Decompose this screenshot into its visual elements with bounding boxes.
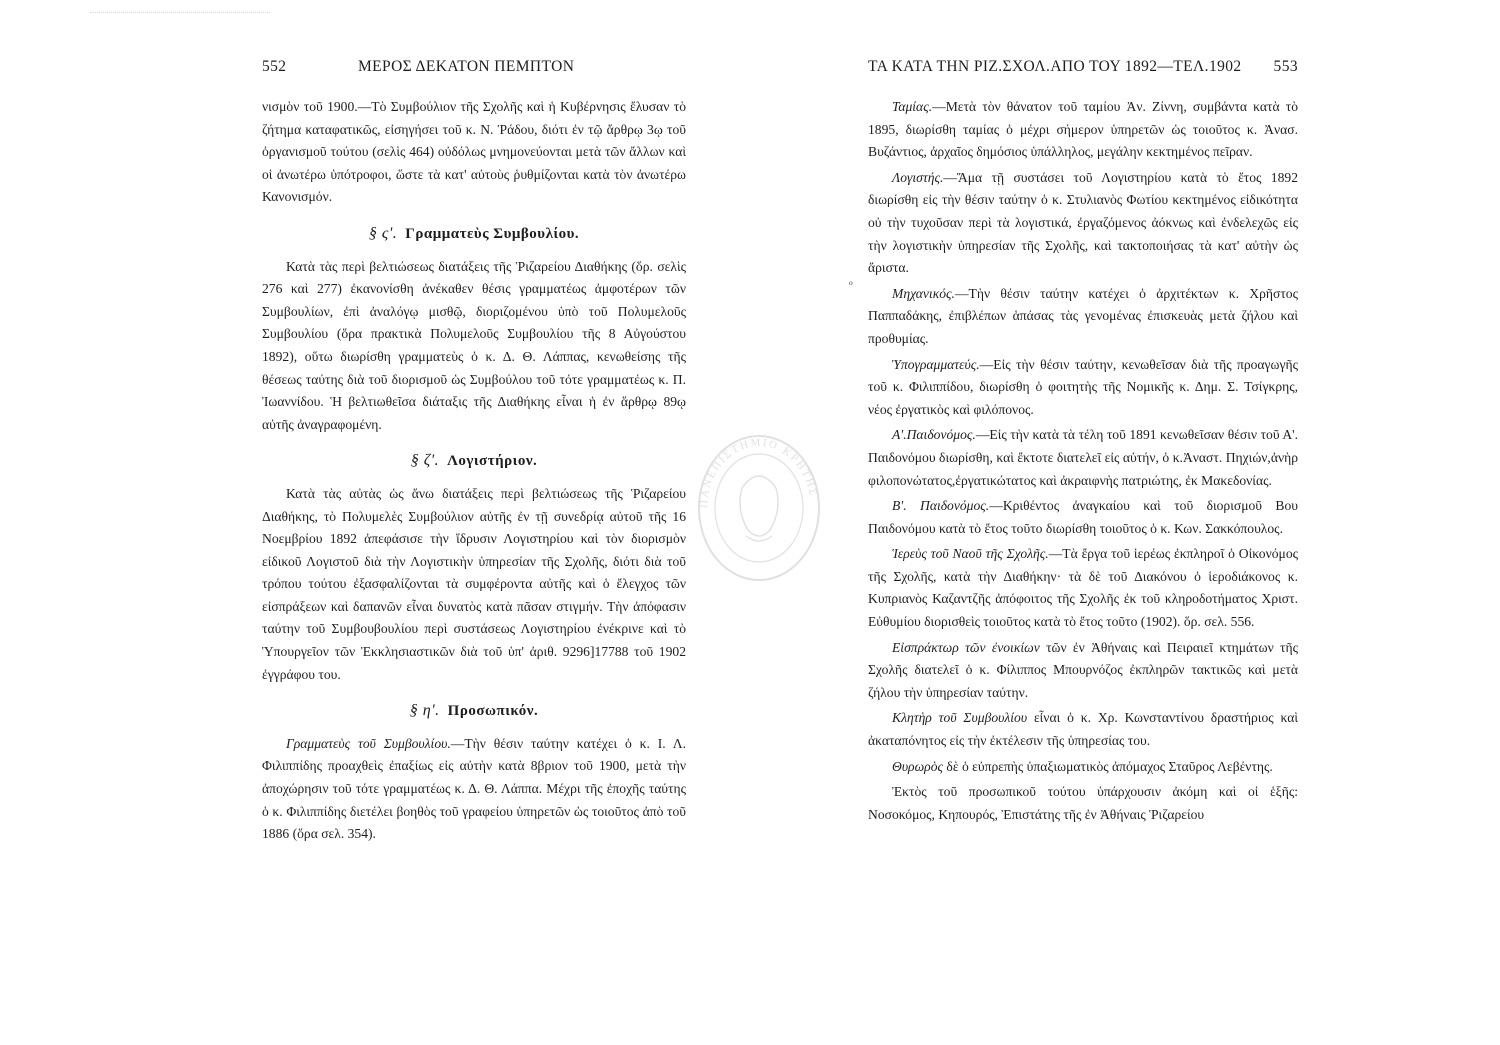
left-running-title: ΜΕΡΟΣ ΔΕΚΑΤΟΝ ΠΕΜΠΤΟΝ bbox=[358, 58, 575, 75]
margin-mark: º bbox=[849, 279, 853, 293]
paragraph-text: —Τὰ ἔργα τοῦ ἱερέως ἐκπληροῖ ὁ Οἰκονόμος τῆς Σχολῆς, κατὰ τὴν Διαθήκην· τὰ δὲ τοῦ Διακόνου ὁ ἱεροδιάκονος κ. Κυπριανὸς Καζαντζῆς ἀπόφοιτος τῆς Σχολῆς ἐκ τοῦ κληροδοτήματος Χριστ. Εὐθυμίου διορισθεὶς τοιοῦτος κατὰ τὸ ἔτος τοῦτο (1902). ὅρ. σελ. 556. bbox=[868, 546, 1298, 630]
section-title: Προσωπικόν. bbox=[447, 703, 539, 720]
left-page bbox=[262, 58, 686, 849]
library-stamp bbox=[694, 418, 824, 598]
section-symbol: § η'. bbox=[409, 702, 440, 720]
stamp-ring-text: ΠΑΝΕΠΙΣΤΗΜΙΟ ΚΡΗΤΗΣ bbox=[697, 436, 820, 509]
paragraph-priest bbox=[868, 543, 1298, 633]
paragraph-text: —Τὴν θέσιν ταύτην κατέχει ὁ ἀρχιτέκτων κ. Χρῆστος Παππαδάκης, ἐπιβλέπων ἁπάσας τὰς γενομένας ἐπισκευὰς μετὰ ζήλου καὶ προθυμίας. bbox=[868, 285, 1298, 346]
paragraph: Κατὰ τὰς περὶ βελτιώσεως διατάξεις τῆς Ῥιζαρείου Διαθήκης (ὅρ. σελὶς 276 καὶ 277) ἐκανονίσθη ἀνέκαθεν θέσις γραμματέως ἀμφοτέρων τῶν Συμβουλίων, ἐπὶ ἀναλόγῳ μισθῷ, διοριζομένου ὑπὸ τοῦ Πολυμελοῦς Συμβουλίου (ὅρα πρακτικὰ Πολυμελοῦς Συμβουλίου τῆς 8 Αὐγούστου 1892), οὕτω διωρίσθη γραμματεὺς ὁ κ. Δ. Θ. Λάππας, κενωθείσης τῆς θέσεως ταύτης διὰ τοῦ διορισμοῦ ὡς Συμβούλου τοῦ τότε γραμματέως κ. Π. Ἰωαννίδου. Ἡ βελτιωθεῖσα διάταξις τῆς Διαθήκης εἶναι ἡ ἐν ἄρθρῳ 89ῳ αὐτῆς ἀναγραφομένη. bbox=[262, 258, 686, 432]
section-heading-secretary bbox=[262, 223, 686, 246]
paragraph-lead: Β'. Παιδονόμος. bbox=[892, 498, 990, 514]
paragraph-lead: Γραμματεὺς τοῦ Συμβουλίου. bbox=[286, 735, 451, 751]
section-heading-personnel bbox=[262, 700, 686, 723]
paragraph-text: Ἐκτὸς τοῦ προσωπικοῦ τούτου ὑπάρχουσιν ἀκόμη καὶ οἱ ἑξῆς: Νοσοκόμος, Κηπουρός, Ἐπιστάτης τῆς ἐν Ἀθήναις Ῥιζαρείου bbox=[868, 784, 1298, 822]
paragraph-lead: Κλητὴρ τοῦ Συμβουλίου bbox=[892, 710, 1028, 726]
paragraph-lead: Εἰσπράκτωρ τῶν ἐνοικίων bbox=[892, 639, 1040, 655]
paragraph-lead: Ὑπογραμματεύς. bbox=[892, 356, 980, 372]
right-running-head bbox=[868, 58, 1298, 84]
paragraph-lead: Λογιστής. bbox=[892, 169, 944, 185]
paragraph: Κατὰ τὰς αὐτὰς ὡς ἄνω διατάξεις περὶ βελτιώσεως τῆς Ῥιζαρείου Διαθήκης, τὸ Πολυμελὲς Συμβούλιον αὐτῆς ἐν τῇ συνεδρίᾳ αὐτοῦ τῆς 16 Νοεμβρίου 1892 ἀπεφάσισε τὴν ἵδρυσιν Λογιστηρίου καὶ τὸν διορισμὸν εἰδικοῦ Λογιστοῦ διὰ τὴν Λογιστικὴν ὑπηρεσίαν τῆς Σχολῆς, διότι διὰ τοῦ τρόπου τούτου ἐξασφαλίζονται τὰ συμφέροντα αὐτῆς καὶ ὁ ἔλεγχος τῶν εἰσπράξεων καὶ δαπανῶν εἶναι δυνατὸς κατὰ πᾶσαν στιγμήν. Τὴν ἀπόφασιν ταύτην τοῦ Συμβουβουλίου περὶ συστάσεως Λογιστηρίου ἐνέκρινε καὶ τὸ Ὑπουργεῖον τῶν Ἐκκλησιαστικῶν διὰ τοῦ ὑπ' ἀριθ. 9296]17788 τοῦ 1902 ἐγγράφου του. bbox=[262, 485, 686, 682]
right-running-title: ΤΑ ΚΑΤΑ ΤΗΝ ΡΙΖ.ΣΧΟΛ.ΑΠΟ ΤΟΥ 1892—ΤΕΛ.1902 bbox=[868, 58, 1242, 75]
paragraph-usher bbox=[868, 707, 1298, 752]
paragraph-engineer bbox=[868, 283, 1298, 351]
paragraph-lead: Θυρωρὸς bbox=[892, 758, 944, 774]
paragraph-treasurer bbox=[868, 96, 1298, 164]
paragraph-second-proctor bbox=[868, 495, 1298, 540]
scan-edge-artifact bbox=[90, 12, 270, 16]
paragraph-rent-collector bbox=[868, 637, 1298, 705]
section-title: Λογιστήριον. bbox=[447, 453, 538, 470]
paragraph-doorkeeper bbox=[868, 756, 1298, 779]
paragraph-text: τῶν ἐν Ἀθήναις καὶ Πειραιεῖ κτημάτων τῆς Σχολῆς διατελεῖ ὁ κ. Φίλιππος Μπουρνόζος ἐκπληρῶν τακτικῶς καὶ μετὰ ζήλου τὴν ὑπηρεσίαν ταύτην. bbox=[868, 639, 1298, 700]
right-page-number: 553 bbox=[1273, 58, 1298, 75]
intro-paragraph: νισμὸν τοῦ 1900.—Τὸ Συμβούλιον τῆς Σχολῆς καὶ ἡ Κυβέρνησις ἔλυσαν τὸ ζήτημα καταφατικῶς, εἰσηγήσει τοῦ κ. Ν. Ῥάδου, διότι ἐν τῷ ἄρθρῳ 3ῳ τοῦ ὀργανισμοῦ τούτου (σελὶς 464) οὐδόλως μνημονεύονται μετὰ τῶν ἄλλων καὶ οἱ ἀνωτέρω ὑπότροφοι, ὥστε τὰ κατ' αὐτοὺς ῥυθμίζονται κατὰ τὸν ἀνωτέρω Κανονισμόν. bbox=[262, 99, 686, 205]
paragraph-lead: Α'.Παιδονόμος. bbox=[892, 427, 976, 443]
section-symbol: § ς'. bbox=[368, 224, 398, 242]
paragraph-undersecretary bbox=[868, 354, 1298, 422]
paragraph-text: —Ἅμα τῇ συστάσει τοῦ Λογιστηρίου κατὰ τὸ ἔτος 1892 διωρίσθη εἰς τὴν θέσιν ταύτην ὁ κ. Στυλιανὸς Φωτίου κεκτημένος εἰδικότητα οὐ τὴν τυχοῦσαν περὶ τὰ λογιστικά, ἐργαζόμενος ἀόκνως καὶ ἐνδελεχῶς εἰς τὴν λογιστικὴν ὑπηρεσίαν τῆς Σχολῆς, καὶ τακτοποιήσας τὰ κατ' αὐτὴν ὡς ἄριστα. bbox=[868, 169, 1298, 276]
paragraph-text: —Εἰς τὴν θέσιν ταύτην, κενωθεῖσαν διὰ τῆς προαγωγῆς τοῦ κ. Φιλιππίδου, διωρίσθη ὁ φοιτητὴς τῆς Νομικῆς κ. Δημ. Σ. Τσίγκρης, νέος ἐργατικὸς καὶ φιλόπονος. bbox=[868, 356, 1298, 417]
paragraph-text: —Μετὰ τὸν θάνατον τοῦ ταμίου Ἀν. Ζίννη, συμβάντα κατὰ τὸ 1895, διωρίσθη ταμίας ὁ μέχρι σήμερον ὑπηρετῶν ὡς τοιοῦτος κ. Ἀνασ. Βυζάντιος, ἀρχαῖος δημόσιος ὑπάλληλος, μεγάλην κεκτημένος πεῖραν. bbox=[868, 99, 1298, 160]
paragraph bbox=[262, 733, 686, 846]
section-heading-accounting bbox=[262, 450, 686, 473]
paragraph-lead: Μηχανικός. bbox=[892, 285, 955, 301]
section-symbol: § ζ'. bbox=[410, 452, 440, 470]
paragraph-accountant bbox=[868, 167, 1298, 280]
left-running-head bbox=[262, 58, 686, 84]
section-title: Γραμματεὺς Συμβουλίου. bbox=[405, 225, 580, 242]
paragraph-text: —Εἰς τὴν κατὰ τὰ τέλη τοῦ 1891 κενωθεῖσαν θέσιν τοῦ Α'. Παιδονόμου διωρίσθη, καὶ ἔκτοτε διατελεῖ εἰς αὐτήν, ὁ κ.Ἀναστ. Πηχιών,ἀνὴρ φιλοπονώτατος,ἐργατικώτατος καὶ ἀκραιφνὴς πατριώτης, ἐκ Μακεδονίας. bbox=[868, 427, 1298, 488]
paragraph-first-proctor bbox=[868, 424, 1298, 492]
right-page-body bbox=[868, 96, 1298, 826]
paragraph-text: δὲ ὁ εὐπρεπὴς ὑπαξιωματικὸς ἀπόμαχος Σταῦρος Λεβέντης. bbox=[943, 758, 1273, 774]
paragraph-text: εἶναι ὁ κ. Χρ. Κωνσταντίνου δραστήριος καὶ ἀκαταπόνητος εἰς τὴν ἐκτέλεσιν τῆς ὑπηρεσίας του. bbox=[868, 710, 1298, 749]
left-page-number: 552 bbox=[262, 58, 287, 75]
paragraph-text: —Τὴν θέσιν ταύτην κατέχει ὁ κ. Ι. Λ. Φιλιππίδης προαχθεὶς ἐπαξίως εἰς αὐτὴν κατὰ 8βριον τοῦ 1900, μετὰ τὴν ἀποχώρησιν τοῦ τότε γραμματέως κ. Δ. Θ. Λάππα. Μέχρι τῆς ἐποχῆς ταύτης ὁ κ. Φιλιππίδης διετέλει βοηθὸς τοῦ γραφείου ὑπηρετῶν ὡς τοιοῦτος ἀπὸ τοῦ 1886 (ὅρα σελ. 354). bbox=[262, 735, 686, 842]
right-page bbox=[868, 58, 1298, 829]
paragraph-lead: Ἱερεὺς τοῦ Ναοῦ τῆς Σχολῆς. bbox=[892, 546, 1049, 562]
paragraph-other-staff bbox=[868, 781, 1298, 826]
paragraph-text: —Κριθέντος ἀναγκαίου καὶ τοῦ διορισμοῦ Βου Παιδονόμου κατὰ τὸ ἔτος τοῦτο διωρίσθη τοιοῦτος ὁ κ. Κων. Σακκόπουλος. bbox=[868, 498, 1299, 536]
paragraph-lead: Ταμίας. bbox=[892, 99, 933, 114]
left-page-body bbox=[262, 96, 686, 846]
